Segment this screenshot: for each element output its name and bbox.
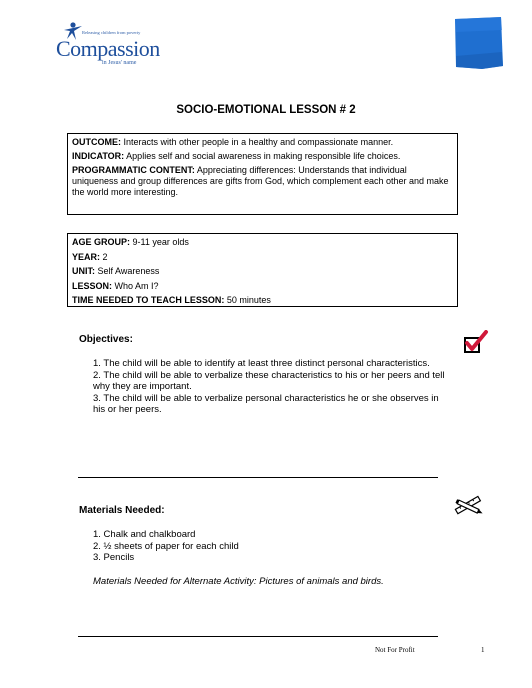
material-item: 2. ½ sheets of paper for each child: [93, 540, 239, 552]
age-group-row: [72, 237, 453, 248]
alternate-materials-note: Materials Needed for Alternate Activity: Pictures of animals and birds.: [93, 576, 384, 587]
logo-tagline: Releasing children from poverty: [82, 30, 141, 35]
objective-item: 1. The child will be able to identify at least three distinct personal characteristics.: [93, 358, 430, 369]
objectives-heading: Objectives:: [79, 334, 133, 345]
year-label: YEAR:: [72, 251, 101, 262]
lesson-title: SOCIO-EMOTIONAL LESSON # 2: [176, 104, 356, 116]
outcome-box: [67, 133, 458, 215]
material-item: 1. Chalk and chalkboard: [93, 529, 196, 540]
logo-subtitle: in Jesus' name: [102, 60, 137, 66]
unit-label: UNIT:: [72, 266, 95, 276]
time-label: TIME NEEDED TO TEACH LESSON:: [72, 295, 225, 305]
compassion-logo: [56, 24, 166, 70]
section-divider: [78, 636, 438, 637]
lesson-value: Who Am I?: [112, 280, 159, 291]
outcome-label: OUTCOME:: [72, 137, 121, 147]
material-item: 3. Pencils: [93, 552, 135, 563]
page-number: 1: [481, 646, 485, 654]
outcome-text: Interacts with other people in a healthy and compassionate manner.: [121, 137, 394, 147]
objectives-list: [93, 358, 445, 416]
indicator-row: [72, 151, 453, 162]
indicator-text: Applies self and social awareness in making responsible life choices.: [124, 151, 401, 161]
year-value: 2: [100, 251, 108, 262]
outcome-row: [72, 137, 453, 148]
logo-wordmark: Compassion: [56, 36, 160, 61]
lesson-info-box: [67, 233, 458, 307]
unit-row: [72, 266, 453, 277]
objective-item: 3. The child will be able to verbalize personal characteristics he or she observes in his or her peers.: [93, 392, 439, 415]
indicator-label: INDICATOR:: [72, 151, 125, 161]
lesson-label: LESSON:: [72, 280, 113, 291]
age-group-value: 9-11 year olds: [130, 237, 189, 247]
checkbox-check-icon: [463, 330, 489, 354]
time-value: 50 minutes: [224, 295, 271, 305]
time-row: [72, 295, 453, 306]
content-row: [72, 165, 453, 198]
footer-note: Not For Profit: [375, 646, 415, 654]
materials-heading: Materials Needed:: [79, 505, 165, 516]
pencil-ruler-icon: [452, 493, 486, 517]
objective-item: 2. The child will be able to verbalize these characteristics to his or her peers and tell why they are important.: [93, 369, 445, 392]
lesson-row: [72, 281, 453, 292]
section-divider: [78, 477, 438, 478]
content-text: Appreciating differences: Understands that individual uniqueness and group differences are gifts from God, which complement each other and make the world more interesting.: [72, 165, 449, 197]
materials-list: [93, 529, 445, 564]
year-row: [72, 252, 453, 263]
unit-value: Self Awareness: [95, 266, 160, 276]
content-label: PROGRAMMATIC CONTENT:: [72, 165, 195, 175]
blue-stamp-graphic: [452, 16, 504, 70]
age-group-label: AGE GROUP:: [72, 237, 131, 247]
